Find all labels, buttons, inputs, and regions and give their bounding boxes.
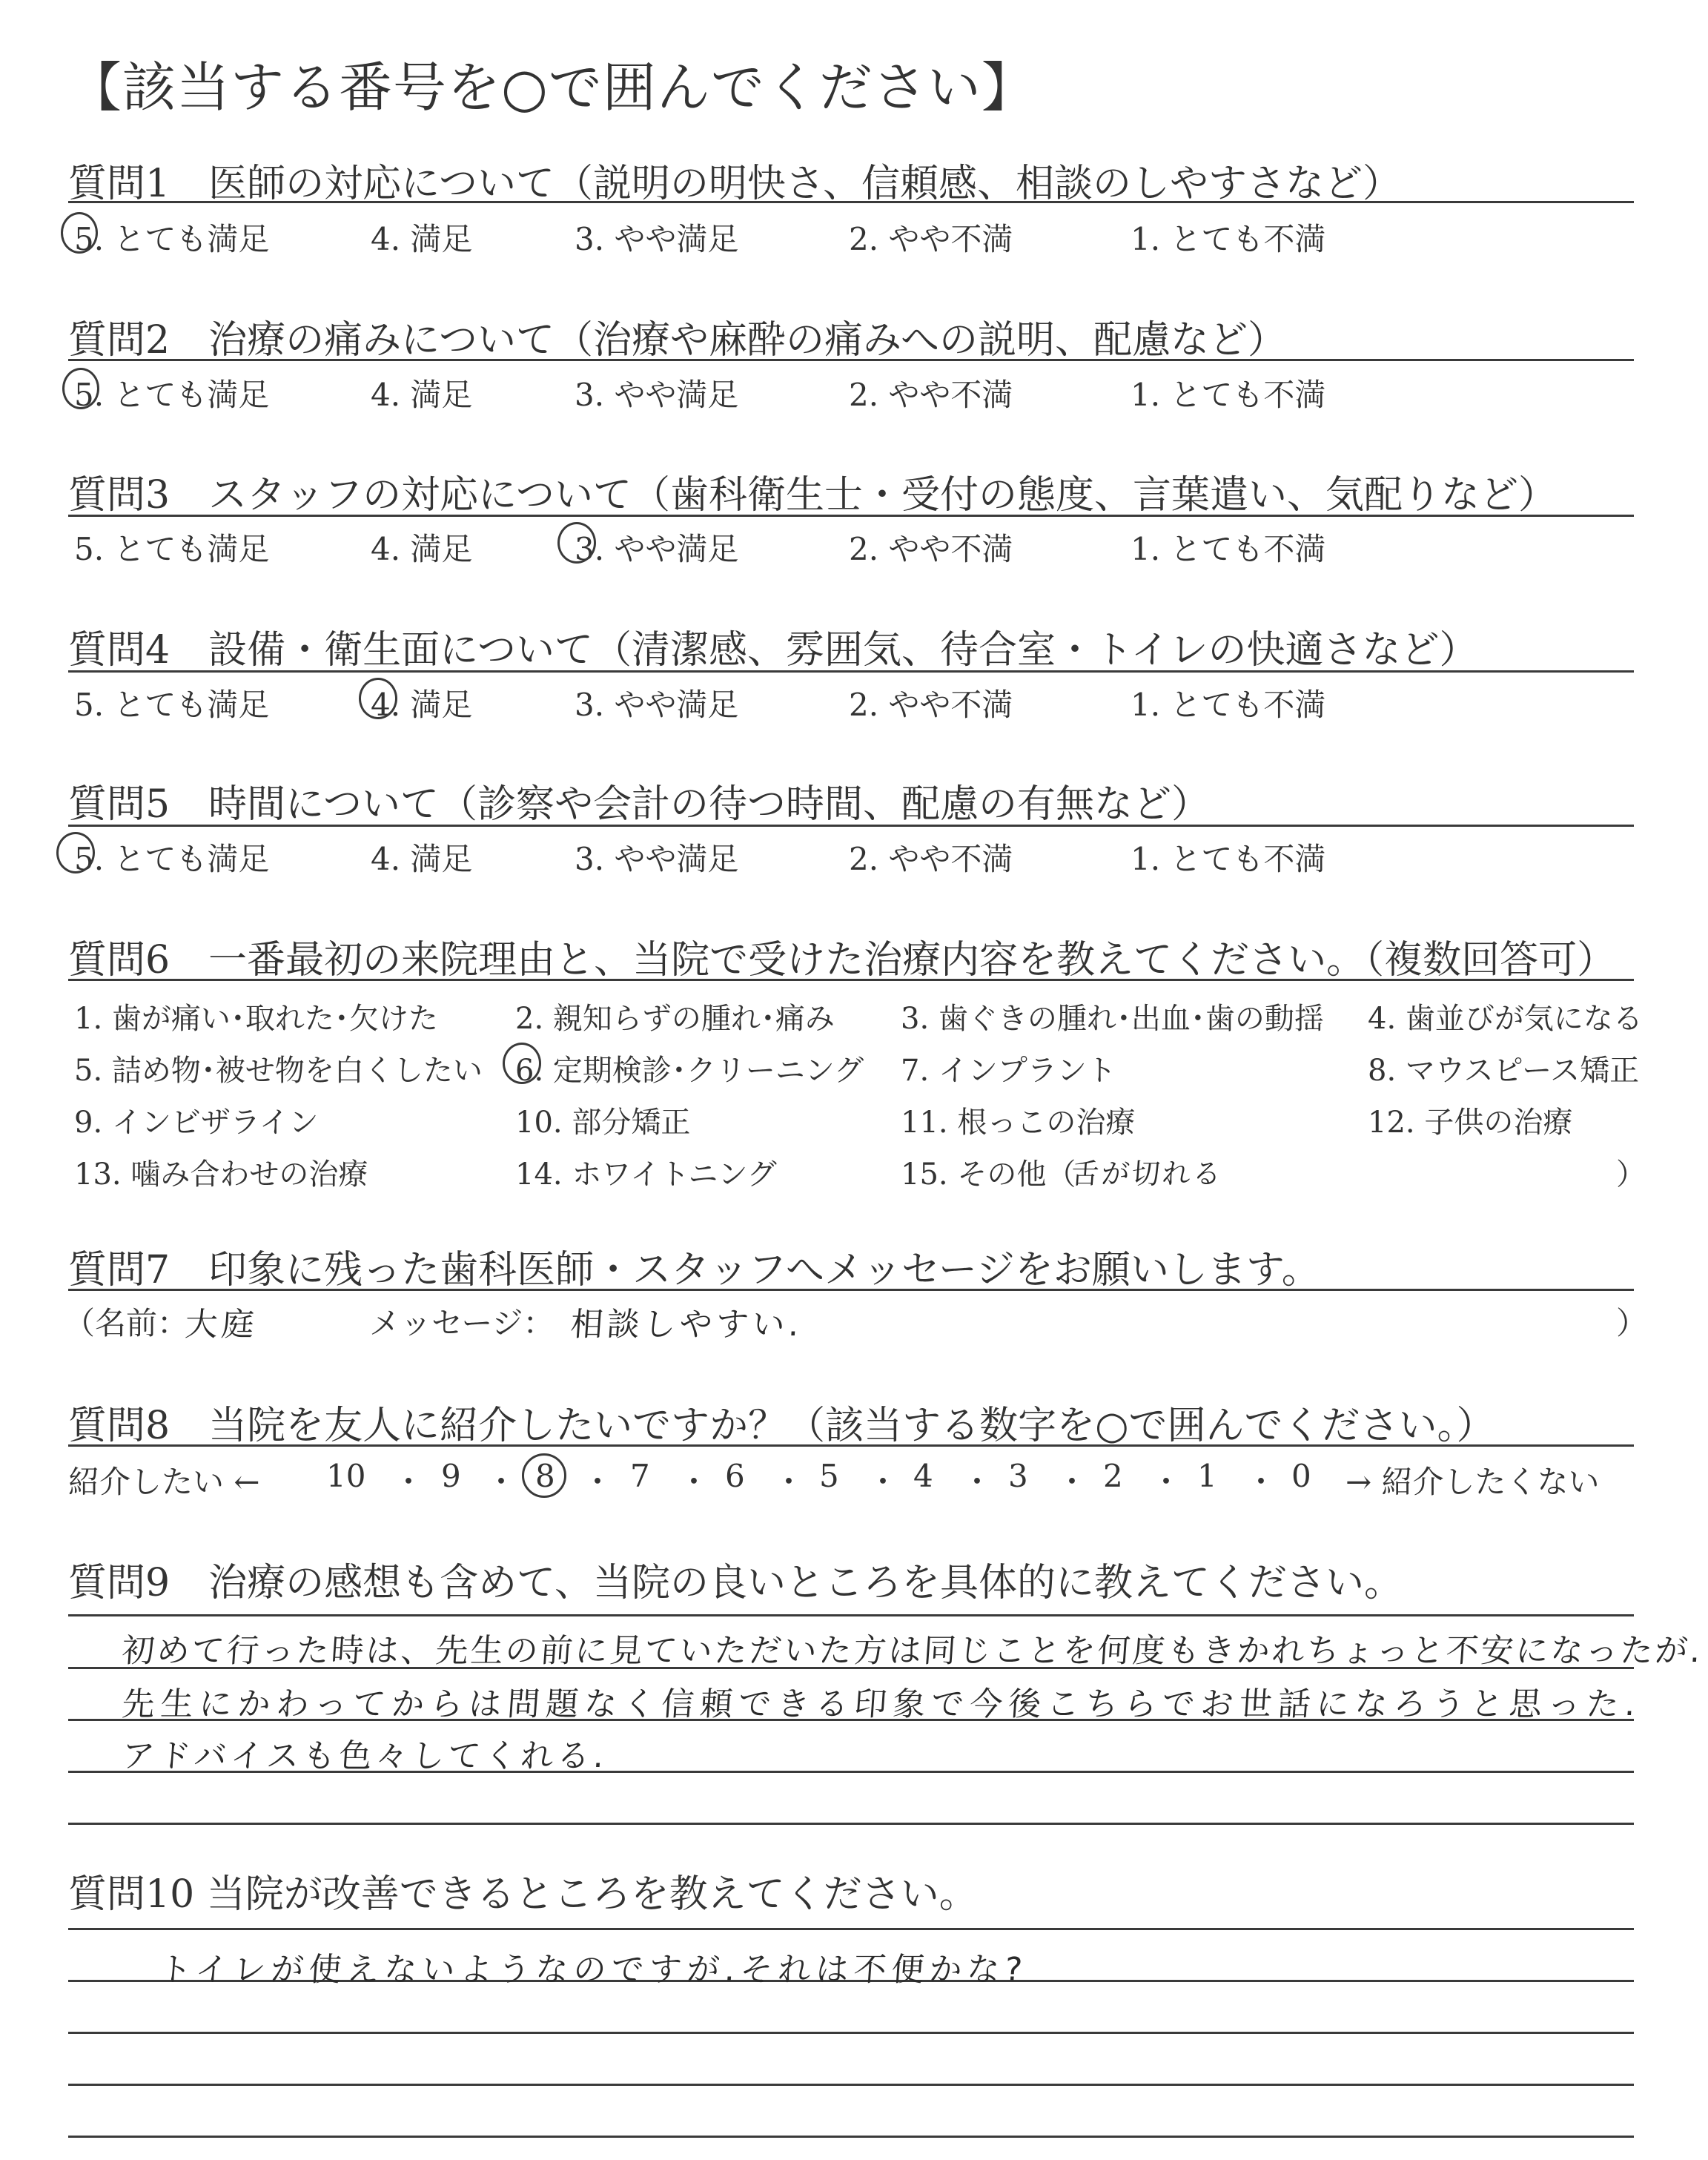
q6-option-15[interactable]: 15. その他（: [901, 1157, 1076, 1192]
q7-message-label: メッセージ：: [369, 1305, 555, 1341]
q2-selected-circle: [62, 368, 99, 409]
question-5-rule: [68, 825, 1634, 827]
q2-option-4[interactable]: 4. 満足: [371, 377, 473, 413]
question-3-title: 質問3 スタッフの対応について（歯科衛生士・受付の態度、言葉遣い、気配りなど）: [68, 473, 1558, 518]
q8-sep: ・: [393, 1464, 425, 1500]
q6-option-14[interactable]: 14. ホワイトニング: [515, 1157, 777, 1192]
question-3-rule: [68, 515, 1634, 517]
q1-option-1[interactable]: 1. とても不満: [1131, 221, 1326, 257]
q6-option-12[interactable]: 12. 子供の治療: [1368, 1106, 1573, 1140]
q4-option-1[interactable]: 1. とても不満: [1131, 687, 1326, 723]
q1-option-2[interactable]: 2. やや不満: [849, 221, 1013, 257]
q7-message-value[interactable]: 相談しやすい.: [569, 1306, 804, 1344]
q8-score-7[interactable]: 7: [630, 1458, 650, 1494]
q8-score-9[interactable]: 9: [441, 1458, 461, 1494]
q5-option-1[interactable]: 1. とても不満: [1131, 841, 1326, 877]
q6-other-answer[interactable]: 舌が切れる: [1070, 1157, 1225, 1190]
q6-option-6[interactable]: 6. 定期検診･クリーニング: [515, 1054, 864, 1088]
q8-sep: ・: [582, 1464, 614, 1500]
question-2-rule: [68, 359, 1634, 361]
q6-selected-circle: [503, 1043, 541, 1084]
q3-option-1[interactable]: 1. とても不満: [1131, 531, 1326, 567]
q6-other-close-paren: ）: [1616, 1157, 1646, 1192]
q1-option-5[interactable]: 5. とても満足: [74, 221, 270, 257]
question-7-rule: [68, 1289, 1634, 1291]
q2-option-5[interactable]: 5. とても満足: [74, 377, 270, 413]
q10-line-3: [68, 2032, 1634, 2034]
q5-option-4[interactable]: 4. 満足: [371, 841, 473, 877]
q2-option-2[interactable]: 2. やや不満: [849, 377, 1013, 413]
q6-option-1[interactable]: 1. 歯が痛い･取れた･欠けた: [74, 1002, 438, 1036]
q3-option-4[interactable]: 4. 満足: [371, 531, 473, 567]
q1-selected-circle: [61, 212, 98, 254]
q8-score-6[interactable]: 6: [725, 1458, 745, 1494]
q6-option-3[interactable]: 3. 歯ぐきの腫れ･出血･歯の動揺: [901, 1002, 1324, 1036]
q8-score-2[interactable]: 2: [1103, 1458, 1123, 1494]
q8-sep: ・: [486, 1464, 517, 1500]
q9-line-1: [68, 1614, 1634, 1616]
question-6-rule: [68, 979, 1634, 981]
q8-score-1[interactable]: 1: [1197, 1458, 1217, 1494]
q3-selected-circle: [557, 522, 596, 564]
q2-option-1[interactable]: 1. とても不満: [1131, 377, 1326, 413]
q3-option-5[interactable]: 5. とても満足: [74, 531, 270, 567]
q10-line-5: [68, 2136, 1634, 2138]
q8-score-0[interactable]: 0: [1291, 1458, 1311, 1494]
question-1-title: 質問1 医師の対応について（説明の明快さ、信頼感、相談のしやすさなど）: [68, 162, 1401, 206]
q5-option-5[interactable]: 5. とても満足: [74, 841, 270, 877]
q6-option-7[interactable]: 7. インプラント: [901, 1054, 1116, 1088]
q8-sep: ・: [773, 1464, 805, 1500]
q9-answer-line: 先生にかわってからは問題なく信頼できる印象で今後こちらでお世話になろうと思った.: [120, 1685, 1643, 1723]
question-8-title: 質問8 当院を友人に紹介したいですか？（該当する数字を○で囲んでください。）: [68, 1404, 1495, 1448]
q2-option-3[interactable]: 3. やや満足: [575, 377, 739, 413]
q3-option-3[interactable]: 3. やや満足: [575, 531, 739, 567]
form-heading: 【該当する番号を○で囲んでください】: [68, 56, 1036, 119]
q6-option-11[interactable]: 11. 根っこの治療: [901, 1106, 1136, 1140]
q8-sep: ・: [1056, 1464, 1088, 1500]
q8-sep: ・: [867, 1464, 899, 1500]
q7-name-label: （名前：: [64, 1305, 189, 1341]
question-1-rule: [68, 201, 1634, 203]
q6-option-9[interactable]: 9. インビザライン: [74, 1106, 319, 1140]
question-8-rule: [68, 1444, 1634, 1447]
q10-answer-line: トイレが使えないようなのですが.それは不便かな?: [157, 1951, 1029, 1989]
q9-answer-line: 初めて行った時は、先生の前に見ていただいた方は同じことを何度もきかれちょっと不安になったが.: [120, 1632, 1704, 1670]
q4-option-5[interactable]: 5. とても満足: [74, 687, 270, 723]
question-4-title: 質問4 設備・衛生面について（清潔感、雰囲気、待合室・トイレの快適さなど）: [68, 628, 1478, 673]
q9-line-5: [68, 1823, 1634, 1825]
q9-answer-line: アドバイスも色々してくれる.: [120, 1737, 609, 1775]
q8-score-3[interactable]: 3: [1008, 1458, 1028, 1494]
q6-option-8[interactable]: 8. マウスピース矯正: [1368, 1054, 1640, 1088]
q6-option-10[interactable]: 10. 部分矯正: [515, 1106, 691, 1140]
q7-name-value[interactable]: 大庭: [183, 1306, 259, 1344]
q8-sep: ・: [1151, 1464, 1182, 1500]
q8-score-5[interactable]: 5: [819, 1458, 839, 1494]
q7-close-paren: ）: [1616, 1305, 1648, 1341]
q4-option-2[interactable]: 2. やや不満: [849, 687, 1013, 723]
q6-option-5[interactable]: 5. 詰め物･被せ物を白くしたい: [74, 1054, 483, 1088]
question-4-rule: [68, 670, 1634, 673]
q4-option-4[interactable]: 4. 満足: [371, 687, 473, 723]
q5-option-3[interactable]: 3. やや満足: [575, 841, 739, 877]
question-2-title: 質問2 治療の痛みについて（治療や麻酔の痛みへの説明、配慮など）: [68, 318, 1287, 363]
q5-selected-circle: [56, 832, 95, 873]
question-7-title: 質問7 印象に残った歯科医師・スタッフへメッセージをお願いします。: [68, 1248, 1320, 1292]
q8-left-label: 紹介したい ←: [68, 1464, 260, 1500]
question-9-title: 質問9 治療の感想も含めて、当院の良いところを具体的に教えてください。: [68, 1561, 1403, 1605]
q6-option-2[interactable]: 2. 親知らずの腫れ･痛み: [515, 1002, 835, 1036]
question-10-title: 質問10 当院が改善できるところを教えてください。: [68, 1872, 978, 1917]
q6-option-13[interactable]: 13. 噛み合わせの治療: [74, 1157, 368, 1192]
question-6-title: 質問6 一番最初の来院理由と、当院で受けた治療内容を教えてください。（複数回答可）: [68, 938, 1616, 982]
q8-score-10[interactable]: 10: [326, 1458, 366, 1494]
q8-score-8[interactable]: 8: [535, 1458, 555, 1494]
q8-sep: ・: [1245, 1464, 1277, 1500]
q5-option-2[interactable]: 2. やや不満: [849, 841, 1013, 877]
q6-option-4[interactable]: 4. 歯並びが気になる: [1368, 1002, 1643, 1036]
q1-option-3[interactable]: 3. やや満足: [575, 221, 739, 257]
question-5-title: 質問5 時間について（診察や会計の待つ時間、配慮の有無など）: [68, 782, 1211, 827]
q10-line-4: [68, 2084, 1634, 2086]
q8-right-label: → 紹介したくない: [1345, 1464, 1600, 1500]
q1-option-4[interactable]: 4. 満足: [371, 221, 473, 257]
q10-line-1: [68, 1928, 1634, 1930]
q8-score-4[interactable]: 4: [913, 1458, 933, 1494]
q3-option-2[interactable]: 2. やや不満: [849, 531, 1013, 567]
q4-option-3[interactable]: 3. やや満足: [575, 687, 739, 723]
q4-selected-circle: [359, 678, 397, 719]
q8-sep: ・: [961, 1464, 993, 1500]
q8-selected-circle: [522, 1453, 566, 1498]
q8-sep: ・: [678, 1464, 710, 1500]
